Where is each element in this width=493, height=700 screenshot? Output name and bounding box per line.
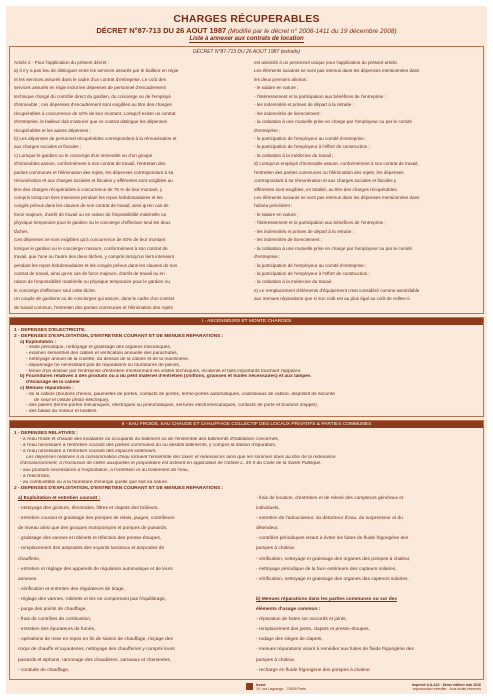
decree-heading [6,26,487,35]
water-line: d'assainissement, à l'exclusion de celles auxquelles le propriétaire est astreint en application de l'article L. 35-5 du Code de la Santé Publique. [20,461,322,467]
decree-right-line: - les indemnités de licenciement ; [254,237,322,243]
section-elevators [9,317,484,417]
decree-left-line: Un couple de gardiens ou de concierges qui assure, dans le cadre d'un contrat [14,296,174,302]
decree-left-line: compris lorsqu'un tiers intervient pendant les repos hebdomadaires et les [14,195,163,200]
publisher-logo-icon [246,683,253,690]
water-line: - à l'électricité, [20,473,51,479]
reproduction-notice: reproduction interdite - tous droits réservés [412,687,481,691]
decree-right-line: - la cotisation à une mutuelle prise en charge par l'employeur ou par le comité [254,119,412,125]
water-left-line: annexes, [18,576,38,582]
decree-left-line: tâches. [14,228,29,234]
decree-right-line: - le salaire en nature ; [254,211,299,217]
water-left-line: chaufferie, [18,556,41,562]
water-right-line: b) Menues réparations dans les parties communes ou sur des [256,596,398,602]
water-right-line: - vérification, nettoyage et graissage des organes des pompes à chaleur, [256,556,411,562]
section-elevators-band: I - ASCENSEURS ET MONTE CHARGES [10,318,483,325]
water-right-line: - rodage des sièges de clapets, [256,637,323,643]
section-water-heating-right-column [256,494,481,678]
decree-main: DÉCRET N°87-713 DU 26 AOUT 1987 [96,26,227,35]
water-right-line: - contrôles périodiques visant à éviter les fuites de fluide frigorigène des [256,536,409,542]
water-right-line: - recharge en fluide frigorigène des pompes à chaleur. [256,667,371,673]
publisher-brand: tissot [256,683,266,687]
water-right-line: éléments d'usage commun : [256,607,321,613]
section-water-heating-band: II - EAU FROIDE, EAU CHAUDE ET CHAUFFAGE COLLECTIF DES LOCAUX PRIVATIFS & PARTIES COMMUNES [10,421,483,428]
elevator-line: - tenue d'un dossier par l'entreprise d'entretien mentionnant les visites techniques, incidents et faits importants touchant l'appareil. [26,368,302,374]
decree-left-line: et les services assurés dans le cadre d'un contrat d'entreprise. Le coût des [14,76,166,82]
water-left-line: puisards et siphons, ramonage des chaudières, carneaux et cheminées, [18,657,172,663]
section-water-heating-body [14,431,480,493]
decree-left-line: récupérables à concurrence de 10% de leur montant. Lorsqu'il existe un contrat [14,110,176,116]
water-line: - à l'eau nécessaire à l'entretien courant des espaces extérieurs. [20,449,157,455]
decree-right-line: - l'intéressement et la participation aux bénéfices de l'entreprise ; [254,93,386,99]
decree-left-line: Article 2 - Pour l'application du présent décret : [14,60,110,65]
decree-right-line: l'entretien des parties communes ou l'élimination des rejets, les dépenses [254,169,404,175]
decree-left-line: d'entreprise, le bailleur doit s'assurer que ce contrat distingue les dépenses [14,119,167,125]
elevator-line: 2 - DÉPENSES D'EXPLOITATION, D'ENTRETIEN COURANT ET DE MENUES RÉPARATIONS : [14,333,224,339]
elevator-line: a) Exploitation : [20,339,56,345]
water-line: - à l'eau froide et chaude des locataires ou occupants du bâtiment ou de l'ensemble des bâtiments d'habitation concernés, [20,437,280,443]
elevator-line: d'éclairage de la cabine [26,380,80,386]
water-left-line: - vérification et entretien des régulateurs de tirage, [18,586,125,592]
water-line: 2 - DÉPENSES D'EXPLOITATION, D'ENTRETIEN COURANT ET DE MENUES RÉPARATIONS : [14,485,224,491]
document-title: CHARGES RÉCUPERABLES [173,13,320,25]
water-left-line: - réglage des vannes, robinets et tés ne comprenant pas l'équilibrage, [18,596,167,602]
decree-left-line: force majeure, d'arrêt de travail ou en raison de l'impossibilité matérielle ou [14,211,167,217]
water-line: Les dépenses relatives à la consommation d'eau incluent l'ensemble des taxes et redevances ainsi que les sommes dues au titre de la redevance [26,455,336,461]
water-left-line: - purge des points de chauffage, [18,607,87,613]
water-right-line: - remplacement des joints, clapets et presse-étoupes, [256,627,370,633]
decree-left-line: rémunération et aux charges sociales et fiscales y afférentes sont exigibles au [14,178,173,184]
elevator-line: 1 - DÉPENSES D'ÉLECTRICITÉ. [14,328,86,333]
decree-right-line: - la participation de l'employeur à l'effort de construction ; [254,270,370,276]
decree-left-line: services assurés en régie inclut les dépenses de personnel d'encadrement [14,85,166,91]
water-left-line: - entretien et réglage des appareils de régulation automatique et de leurs [18,566,173,572]
decree-left-line: le concierge d'effectuer seul cette tâche. [14,287,96,293]
decree-right-line: - les indemnités et primes de départ à la retraite ; [254,228,354,234]
decree-box [9,46,484,314]
decree-box-caption: DÉCRET N°87-713 DU 26 AOUT 1987 (extraits) [192,49,301,55]
decree-right-line: l'alinéa précédent : [254,203,293,209]
decree-right-line: - la participation de l'employeur au comité d'entreprise ; [254,135,367,141]
section-water-heating [9,420,484,680]
water-line: - aux produits nécessaires à l'exploitation, à l'entretien et au traitement de l'eau, [20,467,189,473]
decree-right-line: Les éléments suivants ne sont pas retenus dans les dépenses mentionnées dans [254,68,420,74]
water-left-line: - conduite de chauffage, [18,667,70,673]
water-left-line: - entretien courant et graissage des pompes de relais, jauges, contrôleurs [18,516,175,522]
decree-right-line: les deux premiers alinéas : [254,76,309,82]
decree-right-line: aux menues réparations que si son coût est au plus égal au coût de celles-ci. [254,296,411,302]
decree-left-line: Ces dépenses ne sont exigibles qu'à concurrence de 40% de leur montant [14,237,166,243]
water-right-line: détendeur, [256,526,279,532]
print-info [341,683,481,691]
decree-left-line: contrat de travail, ainsi qu'en cas de force majeure, d'arrêt de travail ou en [14,270,165,276]
water-line: - à l'eau nécessaire à l'entretien courant des parties communes du ou desdits bâtiments, y compris la station d'épuration, [20,443,277,449]
decree-right-line: e) Le remplacement d'éléments d'équipement n'est considéré comme assimilable [254,287,420,293]
water-right-line: pompes à chaleur, [256,657,296,663]
water-left-line: corps de chauffe et tuyauteries, nettoyage des chaufferies y compris leurs [18,647,175,653]
water-left-line: - graissage des vannes et robinets et réfection des presse-étoupes, [18,536,162,542]
water-right-line: individuels, [256,506,280,512]
publisher-info [256,683,326,691]
water-left-line: - remplacement des ampoules des voyants lumineux et ampoules de [18,546,165,552]
decree-right-line: - la participation de l'employeur au comité d'entreprise ; [254,262,367,268]
decree-right-line: - l'intéressement et la participation aux bénéfices de l'entreprise ; [254,220,386,226]
decree-left-line: récupérables et les autres dépenses ; [14,127,91,133]
water-left-line: - opérations de mise en repos en fin de saison de chauffage, rinçage des [18,637,173,643]
water-right-line: - vérification, nettoyage et graissage des organes des capteurs solaires. [256,576,409,582]
decree-left-line: a) Il n'y a pas lieu de distinguer entre les services assurés par le bailleur en régie [14,68,179,74]
decree-right-line: - la cotisation à la médecine du travail ; [254,152,334,158]
decree-modified: (Modifié par le décret n° 2008-1411 du 19 décembre 2008) [227,28,397,35]
decree-right-column [254,59,482,313]
document-page [6,6,487,694]
decree-right-line: - les indemnités de licenciement ; [254,110,322,116]
water-line: 1 - DÉPENSES RELATIVES : [14,431,78,436]
decree-left-line: pendant les repos hebdomadaires et les congés prévus dans les clauses de son [14,262,178,268]
decree-right-line: - la participation de l'employeur à l'effort de construction ; [254,144,370,150]
decree-left-line: technique chargé du contrôle direct du gardien, du concierge ou de l'employé [14,93,171,99]
water-right-line: - frais de location, d'entretien et de relevé des compteurs généraux et [256,496,404,501]
elevator-line: c) Menues réparations : [20,385,74,391]
water-right-line: pompes à chaleur, [256,546,296,552]
section-water-heating-left-column [18,494,248,678]
decree-left-line: aux charges sociales et fiscales ; [14,144,82,150]
elevator-line: de seuil et cellule photo-électrique), [34,397,110,403]
decree-left-line: de travail commun, l'entretien des parties communes et l'élimination des rejets [14,304,173,310]
water-right-line [256,585,481,595]
decree-left-line: d'immeuble ; ces dépenses d'encadrement sont exigibles au titre des charges [14,102,172,108]
water-right-line: - entretien de l'adoucisseur, du détartreur d'eau, du surpresseur et du [256,516,403,522]
water-left-line: - entretien des épurateurs de fumée, [18,627,96,633]
elevator-line: - visite périodique, nettoyage et graissage des organes mécaniques, [26,345,172,351]
decree-right-line: - la cotisation à la médecine du travail. [254,279,333,285]
water-right-line: - menues réparations visant à remédier aux fuites de fluide frigorigène des [256,647,414,653]
elevator-line: - nettoyage annuel de la cuvette, du dessus de la cabine et de la machinerie, [26,356,190,362]
decree-right-line: est assimilé à un personnel unique pour l'application du présent article. [254,60,399,65]
decree-right-line: correspondant à sa rémunération et aux charges sociales et fiscales y [254,178,397,184]
document-subtitle: Liste à annexer aux contrats de location [189,36,304,42]
page-footer [6,683,487,694]
decree-left-line: parties communes et l'élimination des rejets, les dépenses correspondant à sa [14,169,174,175]
decree-right-line: - le salaire en nature ; [254,85,299,91]
decree-left-line: titre des charges récupérables à concurrence de 75 % de leur montant, y [14,186,163,192]
water-left-line: a) Exploitation et entretien courant : [18,496,101,501]
water-line: - au combustible ou à la fourniture d'énergie quelle que soit sa nature. [20,479,169,485]
decree-right-line: d) Lorsqu'un employé d'immeuble assure, conformément à son contrat de travail, [254,161,419,167]
elevator-line: - examen semestriel des câbles et vérification annuelle des parachutes, [26,351,178,357]
decree-right-line: d'entreprise ; [254,127,281,133]
elevator-line: - de la cabine (boutons d'envoi, paumelles de portes, contacts de portes, ferme-portes automatiques, coulisseaux de cabine, dispositif de sécurité [26,391,335,397]
water-left-line: - nettoyage des gicleurs, électrodes, filtres et clapets des brûleurs, [18,506,159,512]
decree-left-column [14,59,242,313]
decree-right-line: - la cotisation à une mutuelle prise en charge par l'employeur ou par le comité [254,245,412,251]
publisher-address: 19, rue Lagrange - 75005 Paris [256,687,306,691]
decree-right-line: afférentes sont exigibles, en totalité, au titre des charges récupérables. [254,186,398,192]
decree-left-line: b) Les dépenses de personnel récupérables correspondent à la rémunération et [14,135,177,141]
decree-left-line: raison de l'impossibilité matérielle ou physique temporaire pour le gardien ou [14,279,170,285]
decree-right-line: Les éléments suivants ne sont pas retenus dans les dépenses mentionnées dans [254,195,420,200]
water-right-line: - réparation de fuites sur raccords et joints, [256,617,347,623]
decree-right-line: - les indemnités et primes de départ à la retraite ; [254,102,354,108]
decree-left-line: c) Lorsque le gardien ou le concierge d'un immeuble ou d'un groupe [14,152,153,158]
decree-left-line: d'immeubles assure, conformément à son contrat de travail, l'entretien des [14,161,166,167]
water-left-line: de niveau ainsi que des groupes motopompes et pompes de puisards, [18,526,168,532]
decree-right-line: d'entreprise ; [254,254,281,260]
elevator-line: - dépannage ne nécessitant pas de réparations ou fournitures de pièces, [26,362,181,368]
elevator-line: b) Fournitures relatives à des produits ou à du petit matériel d'entretien (chiffons, graisses et huiles nécessaires) et aux lampes [20,374,311,380]
elevator-line: - des paliers (ferme-portes mécaniques, électriques ou pneumatiques, serrures électromécaniques, contacts de porte et boutons d'appel), [26,403,319,409]
elevator-line: - des balais du moteur et fusibles. [26,409,98,415]
water-left-line: - frais de contrôles de combustion, [18,617,92,623]
water-right-line: - nettoyage périodique de la face extérieure des capteurs solaires, [256,566,397,572]
decree-left-line: physique temporaire pour le gardien ou le concierge d'effectuer seul les deux [14,220,171,226]
decree-left-line: lorsque le gardien ou le concierge n'assure, conformément à son contrat de [14,245,168,251]
decree-left-line: congés prévus dans les clauses de son contrat de travail, ainsi qu'en cas de [14,203,169,209]
decree-left-line: travail, que l'une ou l'autre des deux tâches, y compris lorsqu'un tiers intervient [14,254,174,260]
section-elevators-body [14,328,480,416]
print-code: imprimé ILA-642 : 8ème édition mai 2016 [411,683,481,687]
